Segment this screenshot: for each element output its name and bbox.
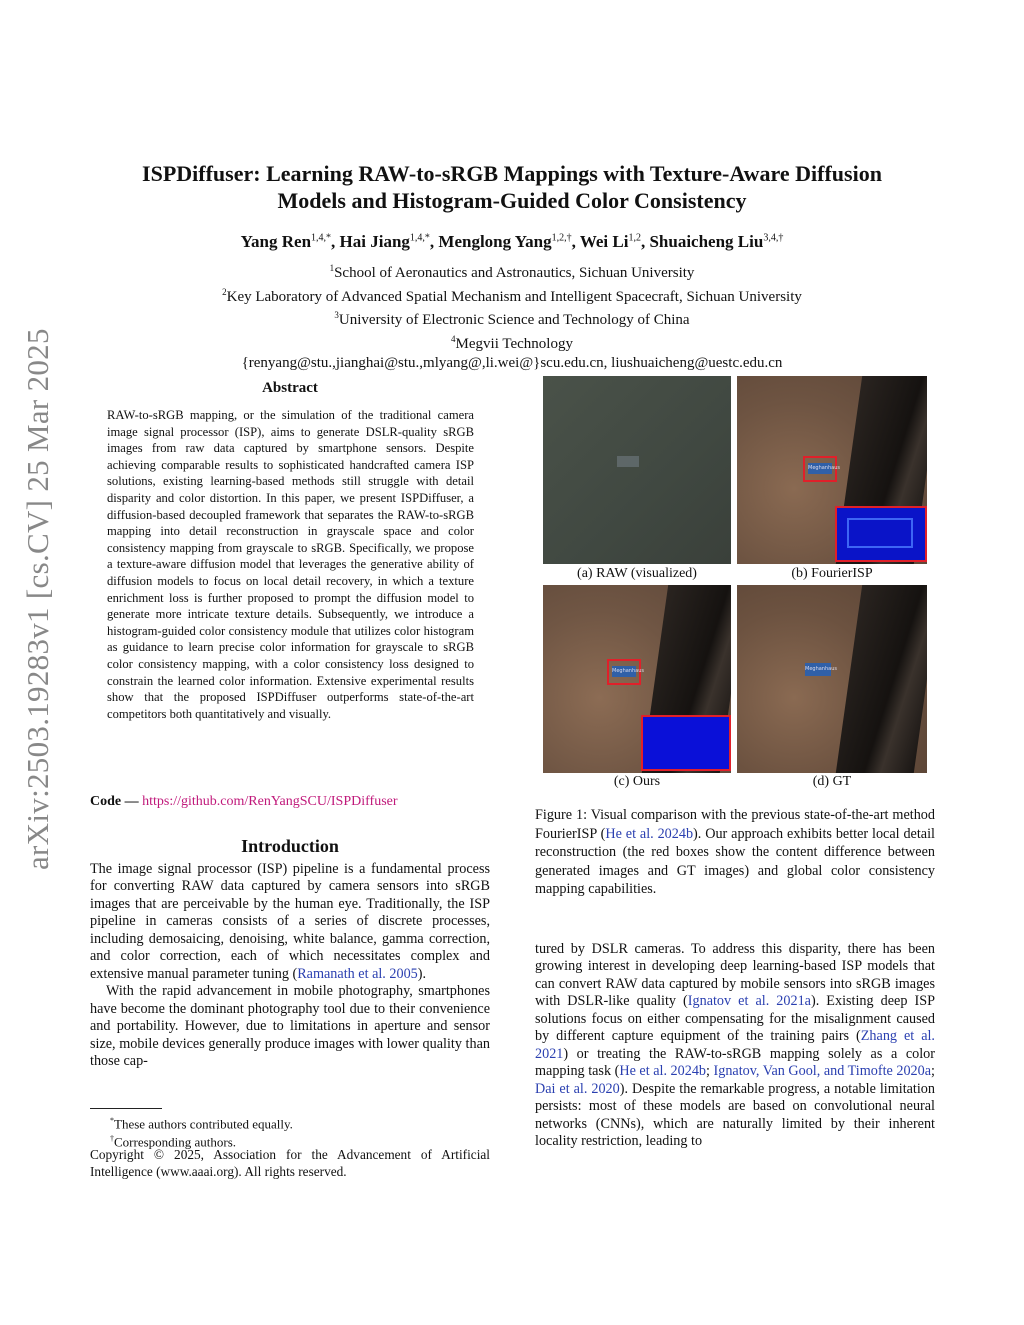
introduction-body (90, 861, 490, 1070)
author-sup: 3,4,† (763, 232, 784, 244)
paragraph: tured by DSLR cameras. To address this disparity, there has been growing interest in developing deep learning-based ISP models that can convert RAW data captured by mobile sensors into sRGB images with DSLR-like quality (Ignatov et al. 2021a). Existing deep ISP solutions focus on either compensating for the misalignment caused by different capture equipment of the training pairs (Zhang et al. 2021) or treating the RAW-to-sRGB mapping solely as a color mapping task (He et al. 2024b; Ignatov, Van Gool, and Timofte 2020a; Dai et al. 2020). Despite the remarkable progress, a notable limitation persists: most of these models are based on convolutional neural networks (CNNs), which are naturally limited by their inherent locality restriction, leading to (535, 941, 935, 1149)
sign-shape: Meghanhaus (805, 663, 831, 676)
title-line-1: ISPDiffuser: Learning RAW-to-sRGB Mappings with Texture-Aware Diffusion (142, 161, 882, 186)
title-line-2: Models and Histogram-Guided Color Consistency (277, 188, 747, 213)
figure-panel-ours (543, 585, 731, 773)
paragraph: With the rapid advancement in mobile photography, smartphones have become the dominant photography tool due to their convenience and portability. However, due to limitations in aperture and sensor size, mobile devices generally produce images with lower quality than those cap- (90, 983, 490, 1069)
paper-title (60, 160, 964, 214)
footnote-2: †Corresponding authors. (110, 1134, 237, 1150)
zoom-region-box (803, 456, 840, 482)
citation-link[interactable]: He et al. 2024b (605, 825, 694, 842)
citation-link[interactable]: Ramanath et al. 2005 (297, 965, 418, 982)
author-name: Wei Li (579, 232, 629, 251)
email-list: {renyang@stu.,jianghai@stu.,mlyang@,li.wei@}scu.edu.cn, liushuaicheng@uestc.edu.cn (241, 354, 783, 371)
affiliations (60, 259, 964, 373)
code-label: Code — (90, 794, 139, 809)
citation-link[interactable]: Zhang et al. 2021 (535, 1028, 935, 1062)
code-link[interactable]: https://github.com/RenYangSCU/ISPDiffuser (142, 794, 398, 809)
error-map-inset (835, 506, 927, 562)
footnote-rule (90, 1108, 162, 1109)
building-edge (836, 585, 927, 773)
author-name: Menglong Yang (438, 232, 552, 251)
author-sup: 1,4,* (311, 232, 332, 244)
figure-panel-gt (737, 585, 927, 773)
author-sup: 1,2 (628, 232, 641, 244)
affiliation: $^3$University of Electronic Science and Technology of China (334, 310, 690, 329)
figure-caption-c: (c) Ours (613, 774, 661, 789)
figure-panel-raw (543, 376, 731, 564)
error-map-inset (641, 715, 731, 771)
abstract-heading: Abstract (262, 380, 318, 396)
author-sup: 1,4,* (409, 232, 430, 244)
error-map-detail (847, 518, 913, 548)
figure-caption-d: (d) GT (812, 774, 852, 789)
affiliation: $^4$Megvii Technology (451, 334, 573, 353)
citation-link[interactable]: Ignatov et al. 2021a (687, 993, 811, 1010)
paragraph: The image signal processor (ISP) pipeline is a fundamental process for converting RAW data captured by camera sensors into sRGB images that are perceivable by the human eye. Traditionally, the ISP pipeline in cameras consists of a series of discrete processes, including demosaicing, denoising, white balance, gamma correction, and color correction, each of which necessitates complex and extensive manual parameter tuning (Ramanath et al. 2005). (90, 861, 490, 982)
author-list: Yang Ren$^{1,4,*}$, Hai Jiang$^{1,4,*}$, Menglong Yang$^{1,2,\dagger}$, Wei Li$^{1,2}$, Shuaicheng Liu$^{3,4,\dagger}$ (240, 232, 784, 251)
copyright-notice: Copyright © 2025, Association for the Advancement of Artificial Intelligence (www.aaai.org). All rights reserved. (90, 1147, 490, 1179)
citation-link[interactable]: Ignatov, Van Gool, and Timofte 2020a (713, 1063, 932, 1080)
figure-panel-fourierisp (737, 376, 927, 564)
author-name: Yang Ren (240, 232, 312, 251)
author-name: Hai Jiang (339, 232, 410, 251)
arxiv-identifier: arXiv:2503.19283v1 [cs.CV] 25 Mar 2025 (20, 328, 55, 870)
sign-shape (617, 456, 639, 467)
sign-shape: Meghanhaus (808, 463, 832, 474)
figure-caption-b: (b) FourierISP (791, 566, 873, 581)
citation-link[interactable]: Dai et al. 2020 (535, 1080, 620, 1097)
abstract-body: RAW-to-sRGB mapping, or the simulation of the traditional camera image signal processor (ISP), aims to generate DSLR-quality sRGB images from raw data captured by smartphone sensors. Despite achieving comparable results to sophisticated handcrafted camera ISP solutions, existing learning-based methods still struggle with detail disparity and color distortion. In this paper, we present ISPDiffuser, a diffusion-based decoupled framework that separates the RAW-to-sRGB mapping into detail reconstruction in grayscale space and color consistency mapping from grayscale to sRGB. Specifically, we propose a texture-aware diffusion model that leverages the generative ability of diffusion models to focus on local detail recovery, in which a texture enrichment loss is further proposed to prompt the diffusion model to generate more intricate texture details. Subsequently, we introduce a histogram-guided color consistency module that utilizes color histogram as guidance to learn precise color information for grayscale to sRGB color consistency mapping, with a color consistency loss designed to constrain the learned color information. Extensive experimental results show that the proposed ISPDiffuser outperforms state-of-the-art competitors both quantitatively and visually. (107, 408, 474, 721)
affiliation: $^1$School of Aeronautics and Astronautics, Sichuan University (329, 263, 695, 281)
figure-1-caption: Figure 1: Visual comparison with the previous state-of-the-art method FourierISP (He et al. 2024b). Our approach exhibits better local detail reconstruction (the red boxes show the content difference between generated images and GT images) and global color consistency mapping capabilities. (535, 807, 935, 897)
author-sup: 1,2,† (551, 232, 572, 244)
sign-shape: Meghanhaus (612, 666, 636, 677)
affiliation: $^2$Key Laboratory of Advanced Spatial Mechanism and Intelligent Spacecraft, Sichuan University (222, 286, 802, 305)
citation-link[interactable]: He et al. 2024b (619, 1063, 707, 1080)
author-name: Shuaicheng Liu (649, 232, 764, 251)
right-column-body (535, 941, 935, 1150)
footnote-1: *These authors contributed equally. (110, 1116, 293, 1132)
zoom-region-box (607, 659, 644, 685)
code-line (90, 794, 398, 810)
figure-caption-a: (a) RAW (visualized) (577, 566, 697, 581)
introduction-heading: Introduction (241, 836, 339, 856)
